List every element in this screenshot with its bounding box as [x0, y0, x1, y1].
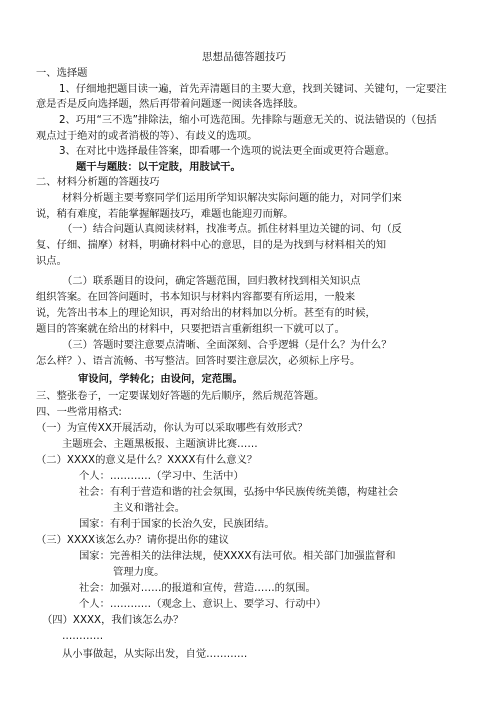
paragraph-line: 说，稍有难度，若能掌握解题技巧，难题也能迎刃而解。: [36, 208, 294, 220]
answer-line: 主义和谐社会。: [113, 502, 186, 514]
paragraph-line: 材料分析题主要考察同学们运用所学知识解决实际问题的能力，对同学们来: [62, 192, 402, 204]
paragraph-line: （三）答题时要注意要点清晰、全面深刻、合乎逻辑（是什么？为什么？: [62, 339, 392, 351]
answer-line: 国家：完善相关的法律法规，使XXXX有法可依。相关部门加强监督和: [79, 550, 396, 562]
paragraph-line: 1、仔细地把题目读一遍，首先弄清题目的主要大意，找到关键词、关键句，一定要注: [59, 83, 447, 95]
key-phrase: 审设问，学转化；由设问，定范围。: [78, 373, 243, 385]
answer-line: 国家：有利于国家的长治久安，民族团结。: [79, 518, 275, 530]
key-phrase: 题干与题肢：以干定肢，用肢试干。: [76, 161, 241, 173]
answer-line: 社会：加强对……的报道和宣传，营造……的氛围。: [79, 582, 316, 594]
answer-line: 主题班会、主题黑板报、主题演讲比赛……: [62, 438, 258, 450]
paragraph-line: 组织答案。在回答问题时，书本知识与材料内容都要有所运用，一般来: [36, 291, 356, 303]
answer-line: 个人：…………（学习中、生活中）: [79, 470, 244, 482]
document-title: 思想品德答题技巧: [202, 51, 286, 63]
paragraph-line: 2、巧用“三不选”排除法，缩小可选范围。先排除与题意无关的、说法错误的（包括: [59, 114, 437, 126]
question-line: （三）XXXX该怎么办？请你提出你的建议: [36, 534, 229, 546]
paragraph-line: 怎么样？）、语言流畅、书写整洁。回答时要注意层次，必须标上序号。: [36, 355, 361, 367]
section1-heading: 一、选择题: [36, 67, 88, 79]
section2-heading: 二、材料分析题的答题技巧: [36, 176, 160, 188]
answer-line: 从小事做起，从实际出发，自觉…………: [62, 648, 248, 660]
answer-line: 社会：有利于营造和谐的社会氛围，弘扬中华民族传统美德，构建社会: [79, 486, 399, 498]
section4-heading: 四、一些常用格式:: [36, 406, 122, 418]
paragraph-line: 复、仔细、揣摩）材料，明确材料中心的意思，目的是为找到与材料相关的知: [36, 239, 387, 251]
answer-line: 个人：…………（观念上、意识上、要学习、行动中）: [79, 598, 327, 610]
paragraph-line: 识点。: [36, 255, 67, 267]
question-line: （四）XXXX，我们该怎么办？: [42, 614, 184, 626]
question-line: （一）为宣传XX开展活动，你认为可以采取哪些有效形式？: [36, 422, 308, 434]
paragraph-line: （二）联系题目的设问，确定答题范围，回归教材找到相关知识点: [62, 275, 361, 287]
answer-line: 管理力度。: [113, 566, 165, 578]
paragraph-line: 观点过于绝对的或者消极的等）、有歧义的选项。: [36, 130, 258, 142]
paragraph-line: （一）结合问题认真阅读材料，找准考点。抓住材料里边关键的词、句（反: [62, 223, 402, 235]
question-line: （二）XXXX的意义是什么？XXXX有什么意义？: [36, 454, 258, 466]
paragraph-line: 3、在对比中选择最佳答案，即看哪一个选项的说法更全面或更符合题意。: [59, 145, 396, 157]
paragraph-line: 题目的答案就在给出的材料中，只要把语言重新组织一下就可以了。: [36, 323, 345, 335]
paragraph-line: 意是否是反向选择题，然后再带着问题逐一阅读各选择肢。: [36, 98, 304, 110]
paragraph-line: 说，先答出书本上的理论知识，再对给出的材料加以分析。甚至有的时候，: [36, 307, 376, 319]
section3-heading: 三、整张卷子，一定要谋划好答题的先后顺序，然后规范答题。: [36, 390, 325, 402]
answer-line: …………: [62, 630, 104, 642]
